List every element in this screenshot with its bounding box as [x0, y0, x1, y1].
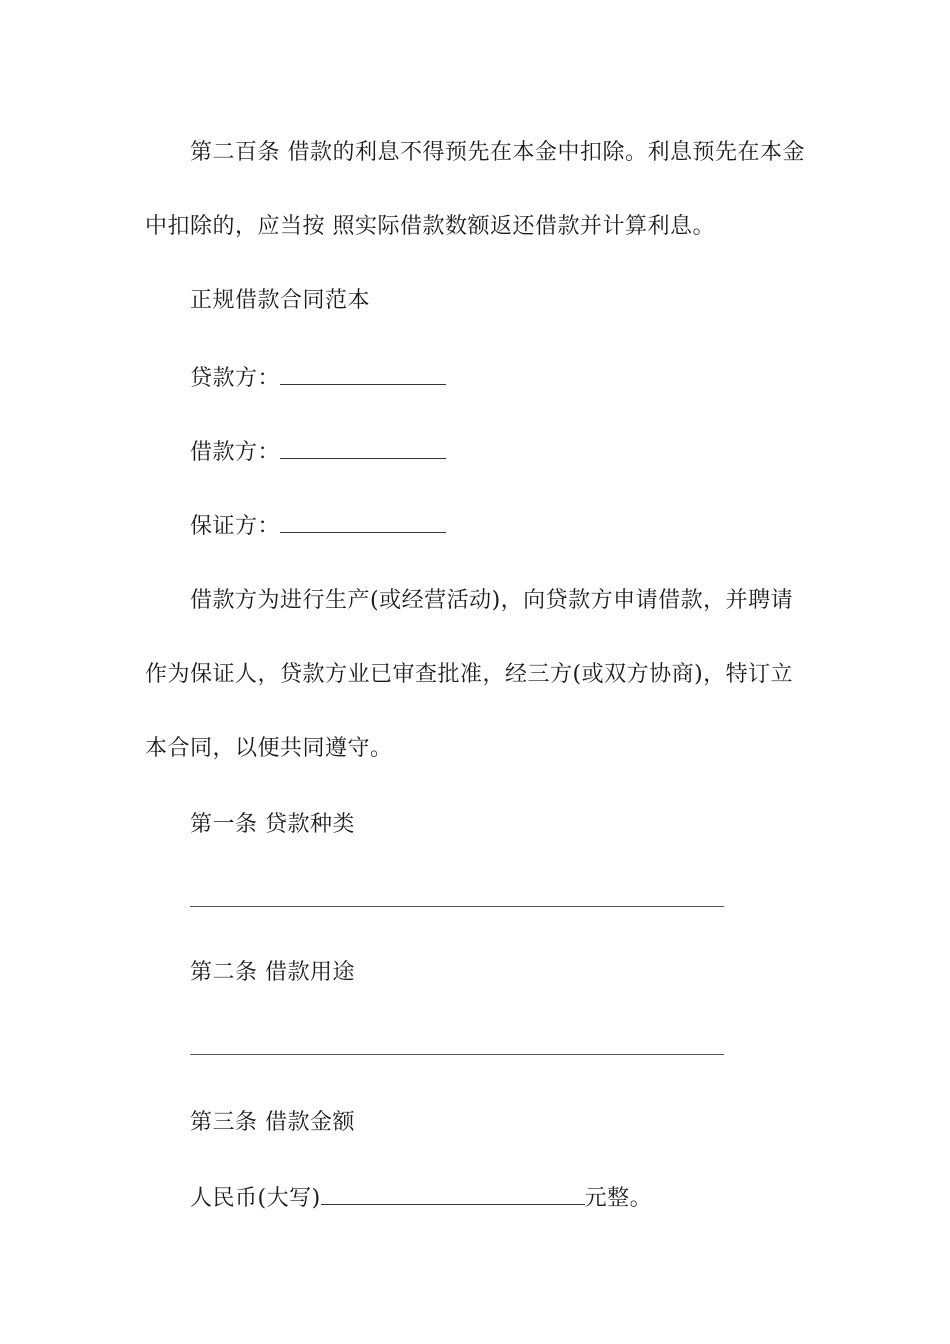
article-200-line-1: 第二百条 借款的利息不得预先在本金中扣除。利息预先在本金	[190, 140, 805, 165]
article-1-blank-line[interactable]	[190, 906, 724, 907]
preamble-line-1: 借款方为进行生产(或经营活动)，向贷款方申请借款，并聘请	[190, 588, 794, 613]
preamble-line-2: 作为保证人，贷款方业已审查批准，经三方(或双方协商)，特订立	[145, 662, 794, 687]
article-200-line-2: 中扣除的，应当按 照实际借款数额返还借款并计算利息。	[145, 214, 715, 239]
preamble-line-3: 本合同，以便共同遵守。	[145, 736, 393, 761]
article-1-heading: 第一条 贷款种类	[190, 812, 355, 837]
borrower-field	[190, 436, 446, 468]
article-2-blank-line[interactable]	[190, 1054, 724, 1055]
article-3-heading: 第三条 借款金额	[190, 1110, 355, 1135]
lender-blank[interactable]	[280, 362, 446, 385]
borrower-blank[interactable]	[280, 436, 446, 459]
amount-blank[interactable]	[321, 1182, 585, 1205]
guarantor-label: 保证方：	[190, 514, 281, 539]
article-2-heading: 第二条 借款用途	[190, 960, 355, 985]
guarantor-field	[190, 510, 446, 542]
amount-suffix: 元整。	[584, 1186, 653, 1211]
contract-title: 正规借款合同范本	[190, 288, 371, 313]
lender-field	[190, 362, 446, 394]
amount-field	[190, 1182, 652, 1214]
guarantor-blank[interactable]	[280, 510, 446, 533]
lender-label: 贷款方：	[190, 366, 281, 391]
amount-prefix: 人民币(大写)	[190, 1186, 321, 1211]
borrower-label: 借款方：	[190, 440, 281, 465]
